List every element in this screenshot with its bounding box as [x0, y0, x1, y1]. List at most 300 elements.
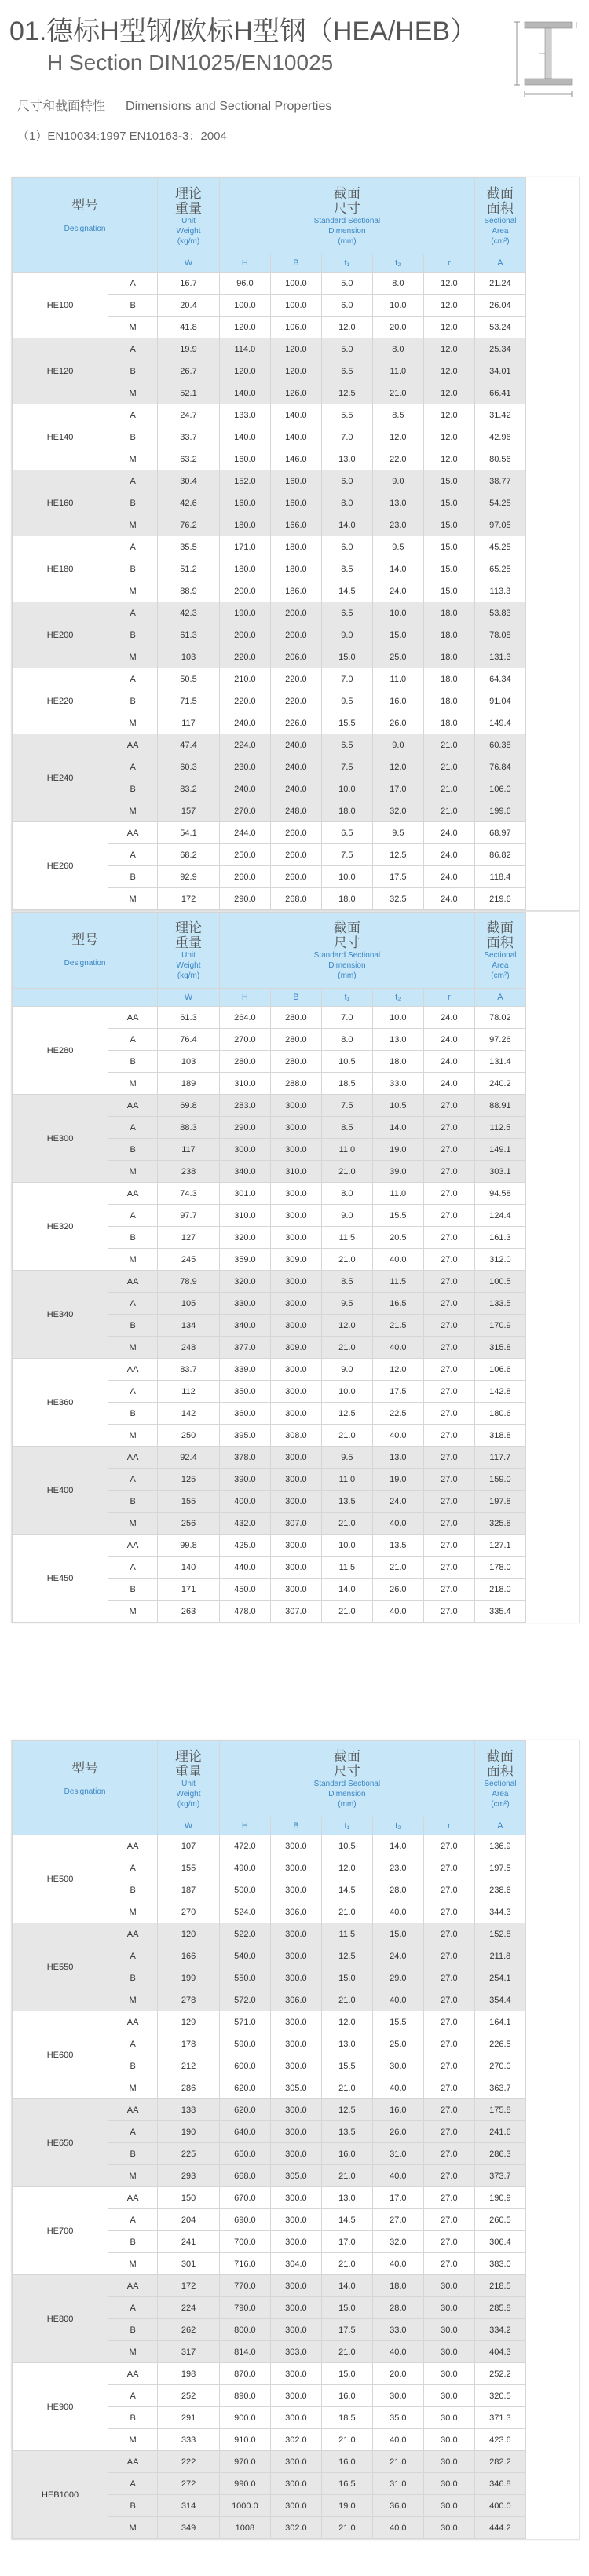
value-cell: 103 — [158, 1051, 220, 1073]
value-cell: 15.0 — [423, 536, 474, 558]
value-cell: 220.0 — [270, 668, 321, 690]
table-row — [13, 2275, 579, 2297]
value-cell: 285.8 — [474, 2297, 525, 2319]
value-cell: 280.0 — [270, 1029, 321, 1051]
value-cell: 12.5 — [321, 1945, 372, 1967]
model-cell: HE100 — [13, 273, 108, 338]
value-cell: 30.0 — [423, 2495, 474, 2517]
value-cell: 30.0 — [423, 2385, 474, 2407]
value-cell: 11.0 — [372, 1183, 423, 1205]
value-cell: 27.0 — [423, 1923, 474, 1945]
class-cell: A — [108, 2385, 158, 2407]
value-cell: 30.0 — [423, 2275, 474, 2297]
class-cell: B — [108, 1491, 158, 1513]
value-cell: 300.0 — [270, 2473, 321, 2495]
value-cell: 240.0 — [270, 778, 321, 800]
value-cell: 78.02 — [474, 1007, 525, 1029]
class-cell: A — [108, 2209, 158, 2231]
value-cell: 140.0 — [270, 426, 321, 448]
value-cell: 189 — [158, 1073, 220, 1095]
value-cell: 11.0 — [321, 1139, 372, 1161]
value-cell: 20.0 — [372, 2363, 423, 2385]
class-cell: AA — [108, 1923, 158, 1945]
subtitle-zh: 尺寸和截面特性 — [17, 100, 106, 113]
value-cell: 66.41 — [474, 382, 525, 404]
value-cell: 27.0 — [423, 1403, 474, 1425]
value-cell: 40.0 — [372, 1989, 423, 2011]
value-cell: 378.0 — [219, 1447, 270, 1469]
value-cell: 23.0 — [372, 514, 423, 536]
value-cell: 27.0 — [423, 1469, 474, 1491]
unit-symbol: t₁ — [321, 254, 372, 273]
value-cell: 300.0 — [270, 2143, 321, 2165]
value-cell: 34.01 — [474, 360, 525, 382]
value-cell: 30.0 — [423, 2451, 474, 2473]
value-cell: 1008 — [219, 2517, 270, 2539]
value-cell: 157 — [158, 800, 220, 822]
value-cell: 76.84 — [474, 756, 525, 778]
model-cell: HE800 — [13, 2275, 108, 2363]
value-cell: 900.0 — [219, 2407, 270, 2429]
value-cell: 300.0 — [219, 1139, 270, 1161]
value-cell: 870.0 — [219, 2363, 270, 2385]
value-cell: 120.0 — [270, 360, 321, 382]
value-cell: 180.0 — [219, 558, 270, 580]
value-cell: 31.42 — [474, 404, 525, 426]
value-cell: 10.5 — [321, 1835, 372, 1857]
value-cell: 300.0 — [270, 2297, 321, 2319]
value-cell: 20.0 — [372, 317, 423, 338]
value-cell: 24.0 — [423, 888, 474, 910]
value-cell: 300.0 — [270, 2011, 321, 2033]
value-cell: 197.5 — [474, 1857, 525, 1879]
value-cell: 14.0 — [321, 514, 372, 536]
value-cell: 307.0 — [270, 1513, 321, 1535]
value-cell: 300.0 — [270, 2495, 321, 2517]
value-cell: 330.0 — [219, 1293, 270, 1315]
value-cell: 60.38 — [474, 734, 525, 756]
value-cell: 27.0 — [423, 1117, 474, 1139]
value-cell: 13.0 — [372, 492, 423, 514]
value-cell: 8.0 — [321, 1183, 372, 1205]
class-cell: A — [108, 1857, 158, 1879]
value-cell: 52.1 — [158, 382, 220, 404]
value-cell: 15.0 — [423, 558, 474, 580]
value-cell: 9.5 — [321, 1447, 372, 1469]
value-cell: 40.0 — [372, 2517, 423, 2539]
value-cell: 300.0 — [270, 2407, 321, 2429]
value-cell: 304.0 — [270, 2253, 321, 2275]
value-cell: 78.08 — [474, 624, 525, 646]
value-cell: 300.0 — [270, 1227, 321, 1249]
value-cell: 74.3 — [158, 1183, 220, 1205]
value-cell: 42.6 — [158, 492, 220, 514]
value-cell: 27.0 — [423, 1491, 474, 1513]
value-cell: 152.8 — [474, 1923, 525, 1945]
value-cell: 146.0 — [270, 448, 321, 470]
value-cell: 13.5 — [321, 1491, 372, 1513]
value-cell: 14.0 — [321, 2275, 372, 2297]
value-cell: 64.34 — [474, 668, 525, 690]
value-cell: 40.0 — [372, 1901, 423, 1923]
value-cell: 224.0 — [219, 734, 270, 756]
value-cell: 30.0 — [423, 2297, 474, 2319]
value-cell: 20.4 — [158, 295, 220, 317]
value-cell: 21.0 — [372, 2451, 423, 2473]
value-cell: 300.0 — [270, 2033, 321, 2055]
value-cell: 14.0 — [321, 1579, 372, 1601]
class-cell: M — [108, 2517, 158, 2539]
class-cell: A — [108, 404, 158, 426]
value-cell: 21.24 — [474, 273, 525, 295]
value-cell: 27.0 — [423, 2253, 474, 2275]
value-cell: 199.6 — [474, 800, 525, 822]
value-cell: 160.0 — [219, 492, 270, 514]
value-cell: 199 — [158, 1967, 220, 1989]
table-row — [13, 734, 579, 756]
value-cell: 300.0 — [270, 1447, 321, 1469]
value-cell: 178.0 — [474, 1557, 525, 1579]
value-cell: 160.0 — [270, 492, 321, 514]
sectional-area-en: Sectional Area (cm²) — [484, 950, 517, 980]
value-cell: 790.0 — [219, 2297, 270, 2319]
value-cell: 27.0 — [423, 2209, 474, 2231]
value-cell: 8.5 — [321, 1117, 372, 1139]
page-title-en: H Section DIN1025/EN10025 — [47, 50, 334, 75]
table-row — [13, 338, 579, 360]
class-cell: B — [108, 2495, 158, 2517]
value-cell: 425.0 — [219, 1535, 270, 1557]
value-cell: 300.0 — [270, 1923, 321, 1945]
value-cell: 27.0 — [423, 1271, 474, 1293]
value-cell: 7.0 — [321, 426, 372, 448]
class-cell: M — [108, 580, 158, 602]
value-cell: 21.0 — [321, 2341, 372, 2363]
class-cell: M — [108, 1161, 158, 1183]
value-cell: 198 — [158, 2363, 220, 2385]
value-cell: 17.0 — [372, 2187, 423, 2209]
value-cell: 27.0 — [423, 1183, 474, 1205]
value-cell: 30.0 — [423, 2407, 474, 2429]
value-cell: 40.0 — [372, 2077, 423, 2099]
value-cell: 300.0 — [270, 1183, 321, 1205]
value-cell: 6.0 — [321, 536, 372, 558]
value-cell: 910.0 — [219, 2429, 270, 2451]
class-cell: M — [108, 1249, 158, 1271]
value-cell: 8.5 — [321, 1271, 372, 1293]
class-cell: A — [108, 602, 158, 624]
value-cell: 27.0 — [423, 2187, 474, 2209]
value-cell: 96.0 — [219, 273, 270, 295]
value-cell: 100.5 — [474, 1271, 525, 1293]
table-row — [13, 1183, 579, 1205]
sectional-area-zh: 截面 面积 — [486, 920, 514, 950]
value-cell: 171 — [158, 1579, 220, 1601]
value-cell: 134 — [158, 1315, 220, 1337]
subtitle-en: Dimensions and Sectional Properties — [126, 100, 332, 113]
value-cell: 6.5 — [321, 602, 372, 624]
value-cell: 300.0 — [270, 2363, 321, 2385]
value-cell: 17.0 — [372, 778, 423, 800]
value-cell: 92.4 — [158, 1447, 220, 1469]
value-cell: 129 — [158, 2011, 220, 2033]
value-cell: 24.0 — [372, 1945, 423, 1967]
value-cell: 33.0 — [372, 2319, 423, 2341]
value-cell: 24.0 — [423, 866, 474, 888]
value-cell: 371.3 — [474, 2407, 525, 2429]
value-cell: 63.2 — [158, 448, 220, 470]
value-cell: 12.0 — [423, 426, 474, 448]
value-cell: 76.4 — [158, 1029, 220, 1051]
value-cell: 12.0 — [423, 404, 474, 426]
value-cell: 300.0 — [270, 2231, 321, 2253]
value-cell: 27.0 — [423, 2231, 474, 2253]
value-cell: 159.0 — [474, 1469, 525, 1491]
table-row — [13, 1835, 579, 1857]
value-cell: 39.0 — [372, 1161, 423, 1183]
value-cell: 91.04 — [474, 690, 525, 712]
value-cell: 344.3 — [474, 1901, 525, 1923]
value-cell: 250.0 — [219, 844, 270, 866]
value-cell: 97.7 — [158, 1205, 220, 1227]
value-cell: 166.0 — [270, 514, 321, 536]
value-cell: 31.0 — [372, 2473, 423, 2495]
dimension-en: Standard Sectional Dimension (mm) — [313, 950, 381, 980]
value-cell: 260.0 — [270, 844, 321, 866]
value-cell: 21.0 — [321, 1425, 372, 1447]
value-cell: 320.5 — [474, 2385, 525, 2407]
value-cell: 25.0 — [372, 646, 423, 668]
value-cell: 400.0 — [219, 1491, 270, 1513]
class-cell: B — [108, 1227, 158, 1249]
value-cell: 325.8 — [474, 1513, 525, 1535]
value-cell: 14.5 — [321, 2209, 372, 2231]
value-cell: 100.0 — [270, 295, 321, 317]
dimension-zh: 截面 尺寸 — [333, 1748, 360, 1779]
value-cell: 161.3 — [474, 1227, 525, 1249]
value-cell: 890.0 — [219, 2385, 270, 2407]
value-cell: 240.2 — [474, 1073, 525, 1095]
unit-symbol-blank — [13, 1817, 158, 1835]
value-cell: 40.0 — [372, 1337, 423, 1359]
value-cell: 305.0 — [270, 2077, 321, 2099]
class-cell: B — [108, 1403, 158, 1425]
header-row — [13, 178, 579, 254]
value-cell: 24.7 — [158, 404, 220, 426]
value-cell: 320.0 — [219, 1227, 270, 1249]
class-cell: B — [108, 1139, 158, 1161]
value-cell: 18.0 — [423, 646, 474, 668]
value-cell: 10.5 — [321, 1051, 372, 1073]
value-cell: 6.5 — [321, 822, 372, 844]
value-cell: 540.0 — [219, 1945, 270, 1967]
value-cell: 30.0 — [423, 2429, 474, 2451]
value-cell: 300.0 — [270, 2187, 321, 2209]
value-cell: 166 — [158, 1945, 220, 1967]
value-cell: 21.0 — [321, 2165, 372, 2187]
value-cell: 127 — [158, 1227, 220, 1249]
value-cell: 7.5 — [321, 844, 372, 866]
value-cell: 248.0 — [270, 800, 321, 822]
value-cell: 112 — [158, 1381, 220, 1403]
value-cell: 423.6 — [474, 2429, 525, 2451]
value-cell: 24.0 — [423, 1007, 474, 1029]
value-cell: 225 — [158, 2143, 220, 2165]
value-cell: 572.0 — [219, 1989, 270, 2011]
value-cell: 127.1 — [474, 1535, 525, 1557]
value-cell: 120.0 — [270, 338, 321, 360]
class-cell: B — [108, 426, 158, 448]
value-cell: 300.0 — [270, 2451, 321, 2473]
class-cell: B — [108, 360, 158, 382]
value-cell: 300.0 — [270, 2099, 321, 2121]
unit-symbol: H — [219, 254, 270, 273]
value-cell: 30.0 — [423, 2517, 474, 2539]
unit-symbol: W — [158, 989, 220, 1007]
value-cell: 15.0 — [423, 514, 474, 536]
designation-zh: 型号 — [71, 1761, 99, 1776]
class-cell: AA — [108, 2099, 158, 2121]
class-cell: A — [108, 338, 158, 360]
value-cell: 26.04 — [474, 295, 525, 317]
value-cell: 26.0 — [372, 2121, 423, 2143]
table-row — [13, 1535, 579, 1557]
class-cell: AA — [108, 1835, 158, 1857]
table-row — [13, 1359, 579, 1381]
value-cell: 400.0 — [474, 2495, 525, 2517]
value-cell: 18.0 — [321, 800, 372, 822]
value-cell: 690.0 — [219, 2209, 270, 2231]
value-cell: 18.0 — [423, 624, 474, 646]
value-cell: 40.0 — [372, 2429, 423, 2451]
value-cell: 21.0 — [372, 1557, 423, 1579]
value-cell: 18.0 — [423, 668, 474, 690]
value-cell: 21.0 — [321, 2253, 372, 2275]
value-cell: 300.0 — [270, 1945, 321, 1967]
value-cell: 11.5 — [321, 1557, 372, 1579]
value-cell: 1000.0 — [219, 2495, 270, 2517]
value-cell: 126.0 — [270, 382, 321, 404]
sectional-area-header — [474, 1741, 525, 1817]
value-cell: 383.0 — [474, 2253, 525, 2275]
value-cell: 30.0 — [372, 2385, 423, 2407]
value-cell: 27.0 — [423, 1557, 474, 1579]
value-cell: 17.5 — [372, 1381, 423, 1403]
value-cell: 40.0 — [372, 1601, 423, 1623]
model-cell: HE900 — [13, 2363, 108, 2451]
class-cell: AA — [108, 1183, 158, 1205]
value-cell: 20.5 — [372, 1227, 423, 1249]
spec-table-sheet-2 — [11, 911, 580, 1623]
value-cell: 190.9 — [474, 2187, 525, 2209]
unit-weight-en: Unit Weight (kg/m) — [176, 1779, 201, 1809]
value-cell: 118.4 — [474, 866, 525, 888]
value-cell: 210.0 — [219, 668, 270, 690]
value-cell: 105 — [158, 1293, 220, 1315]
value-cell: 31.0 — [372, 2143, 423, 2165]
value-cell: 270.0 — [219, 1029, 270, 1051]
value-cell: 40.0 — [372, 2165, 423, 2187]
value-cell: 670.0 — [219, 2187, 270, 2209]
class-cell: M — [108, 1901, 158, 1923]
value-cell: 171.0 — [219, 536, 270, 558]
value-cell: 190.0 — [219, 602, 270, 624]
value-cell: 346.8 — [474, 2473, 525, 2495]
value-cell: 11.5 — [321, 1923, 372, 1945]
spec-table — [12, 1740, 579, 2539]
value-cell: 10.0 — [321, 778, 372, 800]
unit-weight-header — [158, 178, 220, 254]
value-cell: 226.0 — [270, 712, 321, 734]
value-cell: 133.0 — [219, 404, 270, 426]
value-cell: 27.0 — [423, 1879, 474, 1901]
value-cell: 312.0 — [474, 1249, 525, 1271]
value-cell: 180.0 — [270, 558, 321, 580]
value-cell: 24.0 — [372, 1491, 423, 1513]
value-cell: 220.0 — [219, 646, 270, 668]
value-cell: 27.0 — [423, 2121, 474, 2143]
value-cell: 288.0 — [270, 1073, 321, 1095]
table-row — [13, 273, 579, 295]
value-cell: 800.0 — [219, 2319, 270, 2341]
value-cell: 27.0 — [423, 1293, 474, 1315]
value-cell: 133.5 — [474, 1293, 525, 1315]
value-cell: 472.0 — [219, 1835, 270, 1857]
class-cell: B — [108, 1579, 158, 1601]
value-cell: 300.0 — [270, 2209, 321, 2231]
value-cell: 88.91 — [474, 1095, 525, 1117]
value-cell: 172 — [158, 888, 220, 910]
value-cell: 9.0 — [372, 470, 423, 492]
value-cell: 21.0 — [321, 2517, 372, 2539]
class-cell: A — [108, 536, 158, 558]
value-cell: 282.2 — [474, 2451, 525, 2473]
value-cell: 94.58 — [474, 1183, 525, 1205]
value-cell: 7.5 — [321, 1095, 372, 1117]
value-cell: 286 — [158, 2077, 220, 2099]
value-cell: 30.0 — [423, 2363, 474, 2385]
value-cell: 22.0 — [372, 448, 423, 470]
value-cell: 9.5 — [321, 690, 372, 712]
value-cell: 27.0 — [423, 1945, 474, 1967]
value-cell: 272 — [158, 2473, 220, 2495]
value-cell: 300.0 — [270, 1967, 321, 1989]
unit-symbol: t₂ — [372, 989, 423, 1007]
value-cell: 970.0 — [219, 2451, 270, 2473]
value-cell: 252 — [158, 2385, 220, 2407]
value-cell: 302.0 — [270, 2429, 321, 2451]
value-cell: 6.0 — [321, 470, 372, 492]
value-cell: 240.0 — [219, 712, 270, 734]
class-cell: B — [108, 866, 158, 888]
table-row — [13, 404, 579, 426]
value-cell: 60.3 — [158, 756, 220, 778]
value-cell: 8.0 — [321, 1029, 372, 1051]
table-row — [13, 470, 579, 492]
value-cell: 24.0 — [423, 844, 474, 866]
value-cell: 256 — [158, 1513, 220, 1535]
value-cell: 28.0 — [372, 2297, 423, 2319]
value-cell: 308.0 — [270, 1425, 321, 1447]
value-cell: 18.0 — [372, 1051, 423, 1073]
class-cell: A — [108, 1945, 158, 1967]
value-cell: 317 — [158, 2341, 220, 2363]
class-cell: B — [108, 1315, 158, 1337]
value-cell: 200.0 — [219, 624, 270, 646]
model-cell: HEB1000 — [13, 2451, 108, 2539]
value-cell: 80.56 — [474, 448, 525, 470]
value-cell: 14.0 — [372, 558, 423, 580]
